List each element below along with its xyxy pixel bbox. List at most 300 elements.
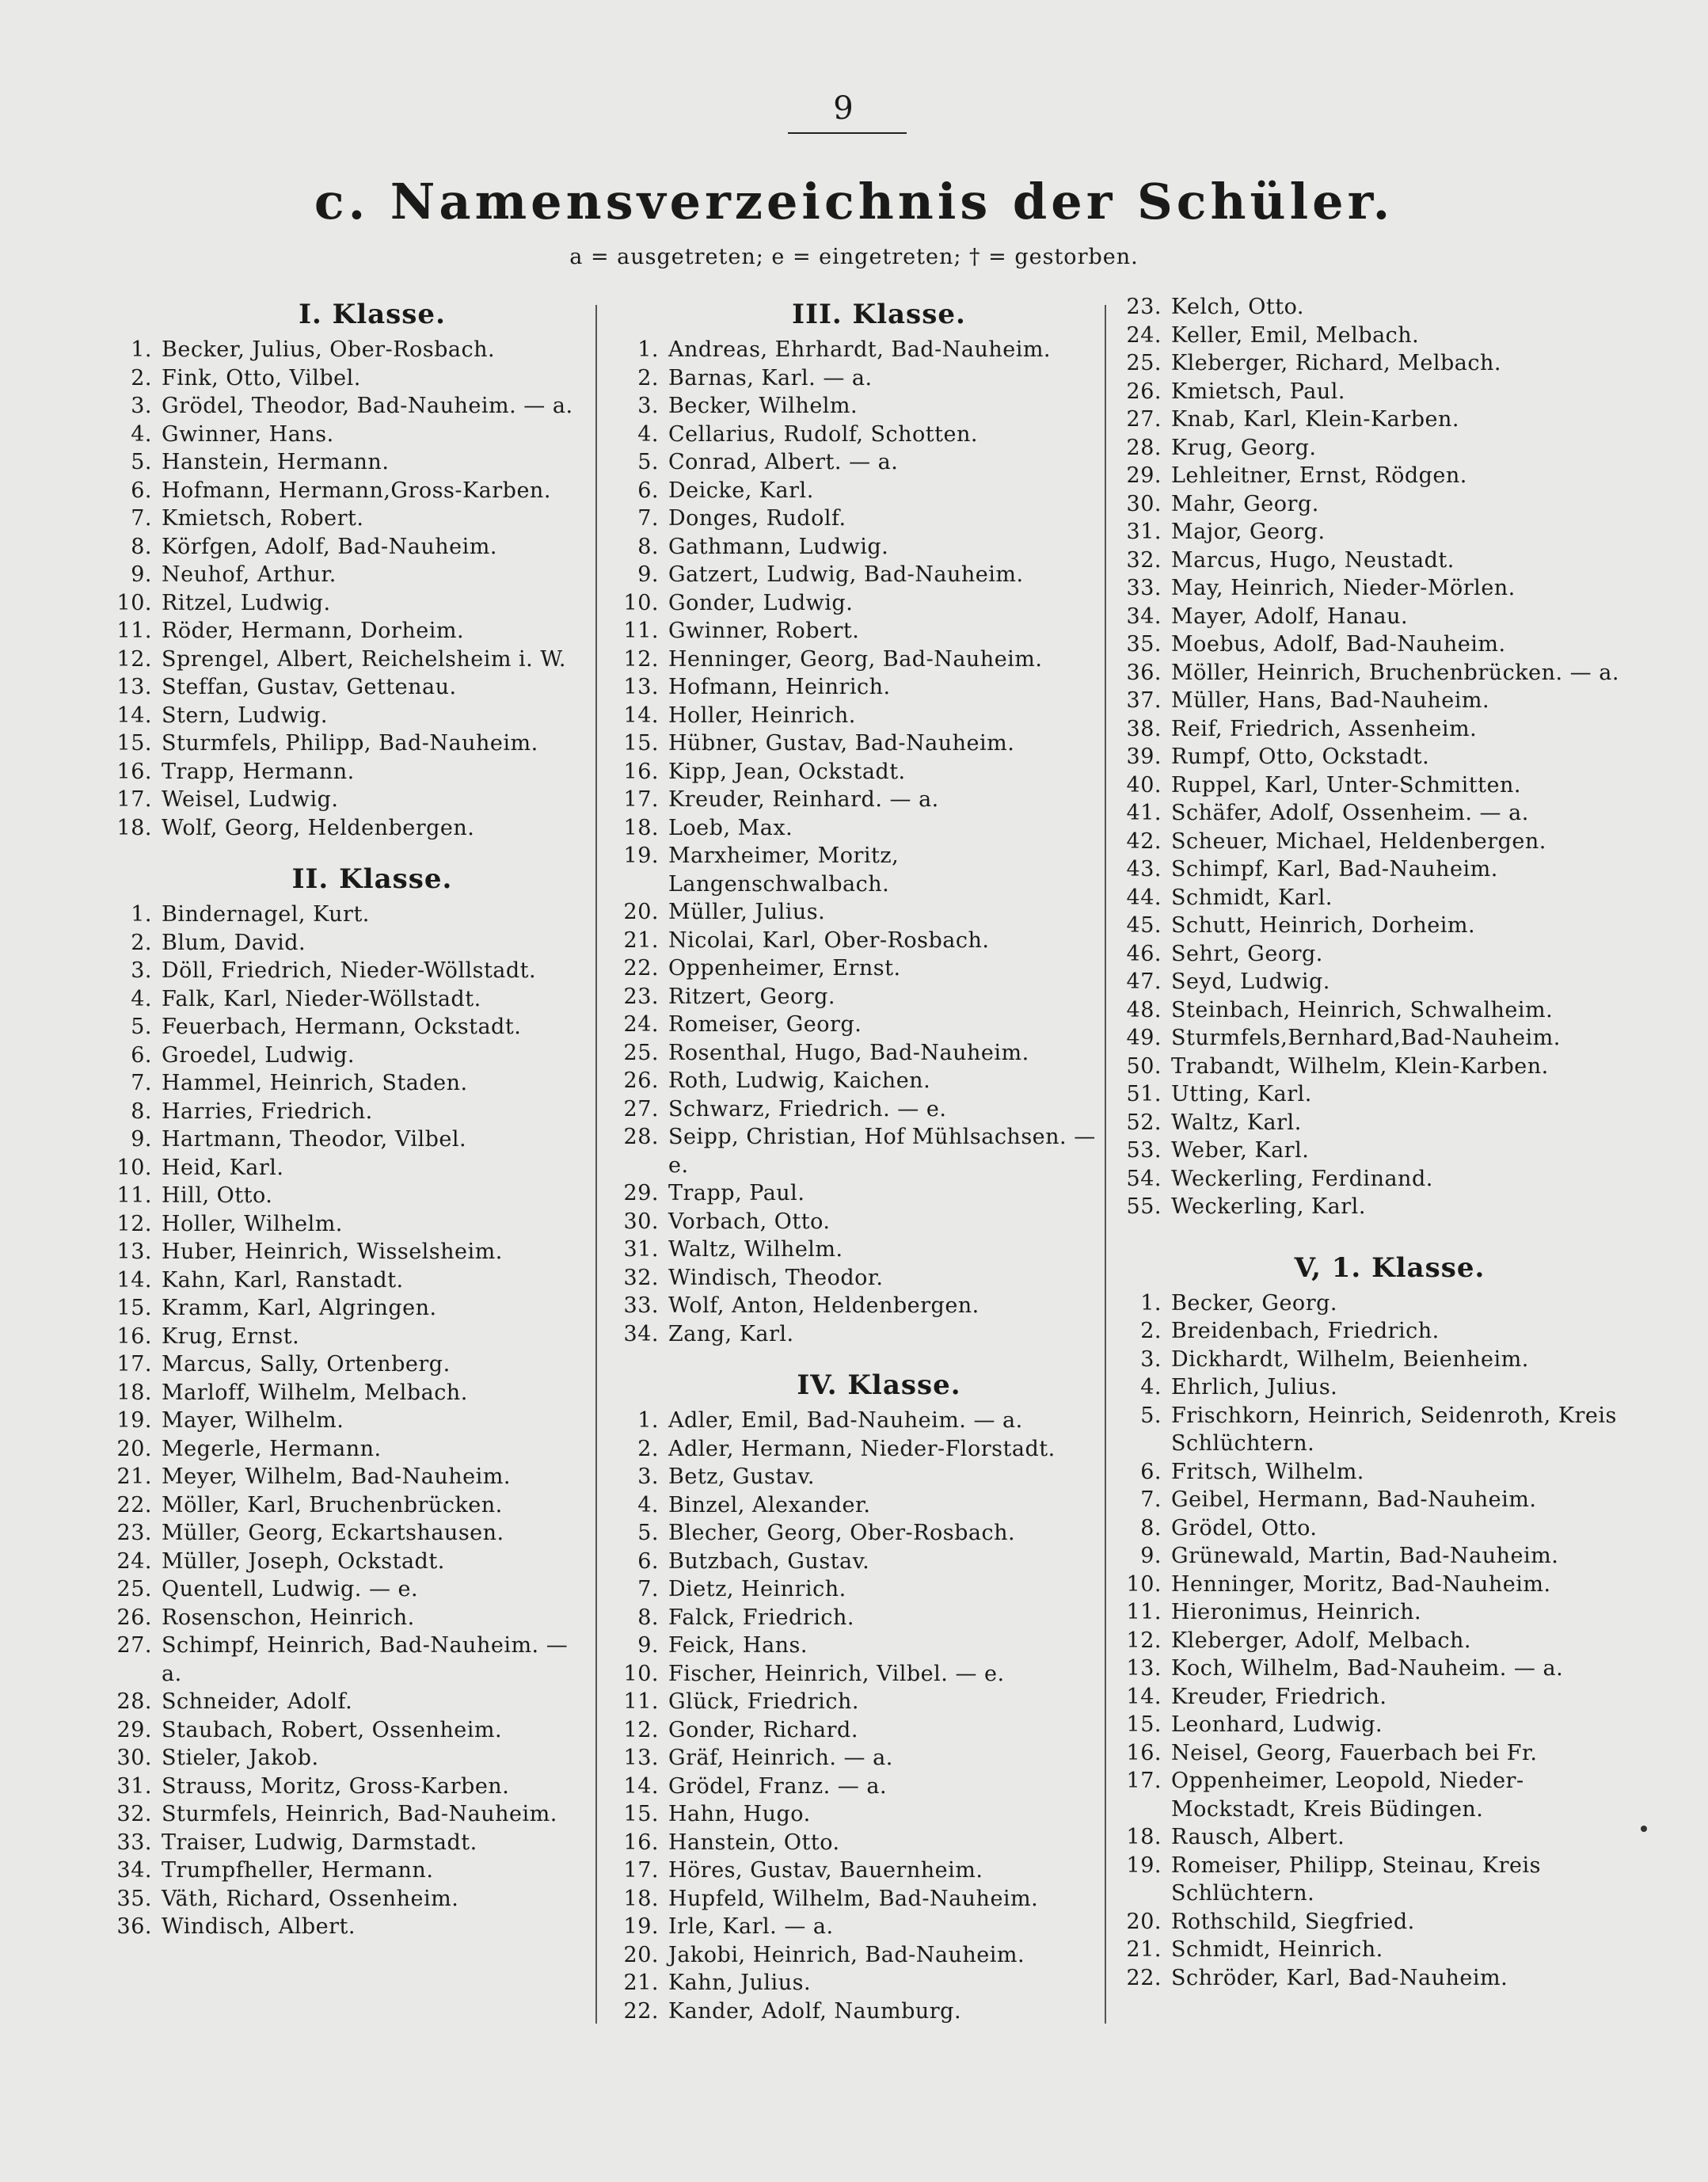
entry-number: 33. xyxy=(623,1293,659,1318)
student-entry xyxy=(1113,1024,1619,1053)
student-name: Marcus, Hugo, Neustadt. xyxy=(1171,547,1455,573)
entry-number: 38. xyxy=(1126,716,1162,741)
student-entry xyxy=(610,1039,1101,1068)
student-entry xyxy=(103,1407,594,1435)
student-entry xyxy=(1113,490,1619,519)
entry-number: 2. xyxy=(637,365,659,390)
entry-number: 7. xyxy=(637,506,659,531)
student-entry xyxy=(610,1463,1101,1491)
student-entry xyxy=(103,1266,594,1295)
entry-number: 30. xyxy=(116,1746,152,1770)
entry-number: 15. xyxy=(1126,1712,1162,1737)
student-entry xyxy=(103,1716,594,1745)
entry-number: 13. xyxy=(1126,1656,1162,1681)
entry-number: 21. xyxy=(623,927,659,953)
entry-number: 20. xyxy=(623,1942,659,1967)
entry-number: 52. xyxy=(1126,1110,1162,1135)
student-name: Barnas, Karl. — a. xyxy=(668,365,873,390)
entry-number: 2. xyxy=(1140,1319,1162,1343)
student-name: Schröder, Karl, Bad-Nauheim. xyxy=(1171,1965,1508,1990)
student-name: Gwinner, Hans. xyxy=(162,421,334,447)
entry-number: 18. xyxy=(116,1380,152,1405)
student-name: Fink, Otto, Vilbel. xyxy=(162,365,361,390)
student-name: Gräf, Heinrich. — a. xyxy=(668,1746,893,1770)
entry-number: 4. xyxy=(131,986,152,1011)
student-entry xyxy=(103,1125,594,1154)
student-entry xyxy=(1113,1193,1619,1221)
student-name: Väth, Richard, Ossenheim. xyxy=(162,1886,459,1911)
student-name: Fritsch, Wilhelm. xyxy=(1171,1459,1364,1484)
student-name: Mahr, Georg. xyxy=(1171,491,1319,516)
student-entry xyxy=(1113,1137,1619,1165)
entry-number: 53. xyxy=(1126,1138,1162,1163)
student-entry xyxy=(103,533,594,562)
student-entry xyxy=(103,758,594,786)
student-name: Zang, Karl. xyxy=(668,1321,794,1346)
student-entry xyxy=(103,1575,594,1604)
student-name: Schmidt, Karl. xyxy=(1171,885,1333,910)
student-name: Kipp, Jean, Ockstadt. xyxy=(668,759,906,784)
student-entry xyxy=(1113,968,1619,996)
entry-number: 45. xyxy=(1126,913,1162,938)
student-name: Krug, Ernst. xyxy=(162,1323,300,1349)
entry-number: 13. xyxy=(623,675,659,699)
student-name: Meyer, Wilhelm, Bad-Nauheim. xyxy=(162,1464,511,1489)
entry-number: 20. xyxy=(623,900,659,924)
student-entry xyxy=(610,1264,1101,1293)
entry-number: 1. xyxy=(1140,1290,1162,1316)
entry-number: 16. xyxy=(116,1323,152,1349)
student-name: Grödel, Theodor, Bad-Nauheim. — a. xyxy=(162,394,573,418)
entry-number: 44. xyxy=(1126,885,1162,910)
student-entry xyxy=(610,1829,1101,1857)
student-entry xyxy=(1113,828,1619,856)
student-entry xyxy=(610,814,1101,843)
student-name: Cellarius, Rudolf, Schotten. xyxy=(668,421,978,447)
student-name: Donges, Rudolf. xyxy=(668,506,846,531)
entry-number: 15. xyxy=(623,731,659,756)
student-name: Schäfer, Adolf, Ossenheim. — a. xyxy=(1171,801,1529,825)
student-entry xyxy=(103,1350,594,1379)
entry-number: 31. xyxy=(1126,520,1162,544)
student-name: Leonhard, Ludwig. xyxy=(1171,1712,1383,1737)
student-entry xyxy=(103,1294,594,1323)
student-name: Ehrlich, Julius. xyxy=(1171,1375,1338,1399)
student-name: Kmietsch, Robert. xyxy=(162,506,364,531)
entry-number: 28. xyxy=(116,1689,152,1714)
entry-number: 26. xyxy=(1126,379,1162,404)
student-entry xyxy=(610,1519,1101,1548)
student-entry xyxy=(610,1604,1101,1632)
student-entry xyxy=(610,448,1101,477)
student-name: Müller, Georg, Eckartshausen. xyxy=(162,1521,504,1545)
entry-number: 29. xyxy=(116,1717,152,1742)
entry-number: 2. xyxy=(131,930,152,955)
student-name: Adler, Hermann, Nieder-Florstadt. xyxy=(668,1436,1056,1461)
student-name: Utting, Karl. xyxy=(1171,1082,1312,1106)
page-number: 9 xyxy=(833,90,854,127)
student-entry xyxy=(103,1013,594,1041)
student-name: Hupfeld, Wilhelm, Bad-Nauheim. xyxy=(668,1886,1039,1911)
entry-number: 12. xyxy=(1126,1628,1162,1653)
student-entry xyxy=(1113,518,1619,546)
entry-number: 1. xyxy=(131,902,152,927)
student-entry xyxy=(610,842,1101,898)
section-heading-class-2: II. Klasse. xyxy=(291,863,453,895)
entry-number: 9. xyxy=(131,562,152,587)
student-name: Strauss, Moritz, Gross-Karben. xyxy=(162,1773,510,1799)
entry-number: 1. xyxy=(131,337,152,362)
student-entry xyxy=(1113,659,1619,687)
student-name: Holler, Heinrich. xyxy=(668,703,856,728)
entry-number: 10. xyxy=(623,1661,659,1686)
student-entry xyxy=(610,1236,1101,1264)
entry-number: 37. xyxy=(1126,688,1162,713)
student-name: Kreuder, Reinhard. — a. xyxy=(668,787,939,812)
student-entry xyxy=(103,1323,594,1351)
student-name: Seipp, Christian, Hof Mühlsachsen. — e. xyxy=(668,1125,1096,1178)
student-name: Möller, Karl, Bruchenbrücken. xyxy=(162,1492,503,1517)
entry-number: 48. xyxy=(1126,997,1162,1022)
student-name: Fischer, Heinrich, Vilbel. — e. xyxy=(668,1661,1005,1686)
entry-number: 19. xyxy=(1126,1853,1162,1878)
student-entry xyxy=(1113,1542,1619,1571)
student-list-class-4 xyxy=(610,1407,1101,2025)
student-name: Steffan, Gustav, Gettenau. xyxy=(162,675,457,699)
student-entry xyxy=(103,364,594,393)
student-entry xyxy=(103,1773,594,1801)
entry-number: 13. xyxy=(116,675,152,699)
student-name: Moebus, Adolf, Bad-Nauheim. xyxy=(1171,632,1506,657)
student-entry xyxy=(610,1969,1101,1997)
entry-number: 12. xyxy=(623,646,659,672)
student-entry xyxy=(1113,799,1619,828)
student-list-class-1 xyxy=(103,336,594,842)
student-name: Henninger, Moritz, Bad-Nauheim. xyxy=(1171,1571,1551,1597)
student-name: Schimpf, Heinrich, Bad-Nauheim. — a. xyxy=(162,1633,569,1686)
entry-number: 8. xyxy=(1140,1515,1162,1540)
student-entry xyxy=(1113,603,1619,631)
entry-number: 29. xyxy=(623,1181,659,1205)
entry-number: 13. xyxy=(623,1746,659,1770)
student-entry xyxy=(103,1604,594,1632)
entry-number: 5. xyxy=(131,450,152,474)
entry-number: 32. xyxy=(116,1802,152,1826)
student-name: Breidenbach, Friedrich. xyxy=(1171,1319,1440,1343)
student-entry xyxy=(103,1182,594,1210)
student-name: Rosenthal, Hugo, Bad-Nauheim. xyxy=(668,1040,1029,1065)
student-entry xyxy=(1113,322,1619,350)
entry-number: 1. xyxy=(637,1408,659,1433)
entry-number: 11. xyxy=(623,619,659,643)
entry-number: 17. xyxy=(116,787,152,812)
student-name: Hofmann, Heinrich. xyxy=(668,675,891,699)
student-entry xyxy=(103,786,594,814)
student-entry xyxy=(103,1154,594,1182)
student-entry xyxy=(103,1098,594,1126)
student-name: Rumpf, Otto, Ockstadt. xyxy=(1171,744,1430,769)
entry-number: 20. xyxy=(116,1436,152,1461)
student-name: Binzel, Alexander. xyxy=(668,1492,871,1517)
student-entry xyxy=(1113,1402,1619,1458)
student-name: Kleberger, Richard, Melbach. xyxy=(1171,351,1501,375)
student-entry xyxy=(103,985,594,1014)
student-name: Mayer, Adolf, Hanau. xyxy=(1171,604,1409,629)
student-name: Marcus, Sally, Ortenberg. xyxy=(162,1352,451,1377)
student-entry xyxy=(1113,546,1619,575)
student-entry xyxy=(1113,1655,1619,1683)
entry-number: 15. xyxy=(623,1802,659,1826)
student-entry xyxy=(610,673,1101,702)
student-entry xyxy=(610,1208,1101,1236)
entry-number: 4. xyxy=(1140,1375,1162,1399)
student-entry xyxy=(1113,1165,1619,1194)
student-entry xyxy=(103,505,594,533)
entry-number: 34. xyxy=(116,1858,152,1883)
student-name: Hieronimus, Heinrich. xyxy=(1171,1600,1422,1624)
student-entry xyxy=(103,589,594,618)
student-name: Holler, Wilhelm. xyxy=(162,1211,343,1236)
student-entry xyxy=(610,1856,1101,1885)
entry-number: 24. xyxy=(1126,322,1162,348)
student-entry xyxy=(1113,1458,1619,1487)
student-entry xyxy=(610,1548,1101,1576)
student-entry xyxy=(610,729,1101,758)
entry-number: 10. xyxy=(623,590,659,615)
student-name: Loeb, Max. xyxy=(668,815,793,840)
student-entry xyxy=(1113,1486,1619,1514)
student-name: Reif, Friedrich, Assenheim. xyxy=(1171,716,1478,741)
student-entry xyxy=(610,1885,1101,1914)
student-name: Romeiser, Georg. xyxy=(668,1012,862,1037)
student-name: Weckerling, Karl. xyxy=(1171,1194,1366,1219)
student-name: Dietz, Heinrich. xyxy=(668,1577,846,1601)
student-entry xyxy=(1113,1964,1619,1993)
student-entry xyxy=(103,392,594,421)
student-name: Körfgen, Adolf, Bad-Nauheim. xyxy=(162,534,497,559)
page-number-rule xyxy=(788,132,907,134)
student-name: Schwarz, Friedrich. — e. xyxy=(668,1096,947,1121)
entry-number: 25. xyxy=(623,1040,659,1065)
entry-number: 14. xyxy=(623,1773,659,1799)
entry-number: 4. xyxy=(131,421,152,447)
student-name: Sehrt, Georg. xyxy=(1171,941,1323,966)
student-entry xyxy=(1113,1571,1619,1599)
student-name: Kramm, Karl, Algringen. xyxy=(162,1296,437,1320)
student-entry xyxy=(610,1660,1101,1689)
student-entry xyxy=(610,1716,1101,1745)
entry-number: 40. xyxy=(1126,772,1162,798)
entry-number: 25. xyxy=(1126,351,1162,375)
entry-number: 30. xyxy=(623,1209,659,1234)
entry-number: 7. xyxy=(131,1071,152,1095)
student-entry xyxy=(1113,771,1619,800)
student-entry xyxy=(103,1238,594,1266)
entry-number: 22. xyxy=(623,1998,659,2024)
student-name: Krug, Georg. xyxy=(1171,435,1317,460)
student-name: Groedel, Ludwig. xyxy=(162,1042,355,1068)
student-name: Blecher, Georg, Ober-Rosbach. xyxy=(668,1521,1016,1545)
student-name: Sturmfels, Heinrich, Bad-Nauheim. xyxy=(162,1802,557,1826)
student-entry xyxy=(610,1435,1101,1464)
student-name: Kander, Adolf, Naumburg. xyxy=(668,1998,962,2024)
student-name: Huber, Heinrich, Wisselsheim. xyxy=(162,1240,503,1264)
student-name: Keller, Emil, Melbach. xyxy=(1171,322,1420,348)
student-entry xyxy=(610,421,1101,449)
student-list-class-3 xyxy=(610,336,1101,1348)
entry-number: 9. xyxy=(1140,1544,1162,1568)
student-name: Feick, Hans. xyxy=(668,1633,808,1658)
entry-number: 11. xyxy=(116,1183,152,1208)
paper-speck xyxy=(1641,1826,1647,1832)
entry-number: 5. xyxy=(637,450,659,474)
entry-number: 10. xyxy=(1126,1571,1162,1597)
student-list-class-4-continued xyxy=(1113,293,1619,1221)
student-name: Müller, Joseph, Ockstadt. xyxy=(162,1548,445,1574)
student-name: Blum, David. xyxy=(162,930,306,955)
entry-number: 22. xyxy=(116,1492,152,1517)
entry-number: 8. xyxy=(131,534,152,559)
student-entry xyxy=(103,1210,594,1239)
student-name: Kahn, Karl, Ranstadt. xyxy=(162,1267,404,1293)
student-name: Ritzel, Ludwig. xyxy=(162,590,331,615)
student-name: Harries, Friedrich. xyxy=(162,1099,373,1124)
student-entry xyxy=(610,1632,1101,1660)
student-entry xyxy=(103,1463,594,1491)
student-name: Grödel, Franz. — a. xyxy=(668,1773,888,1799)
entry-number: 3. xyxy=(131,394,152,418)
student-entry xyxy=(1113,1739,1619,1768)
student-entry xyxy=(610,1491,1101,1520)
student-entry xyxy=(610,364,1101,393)
entry-number: 47. xyxy=(1126,969,1162,994)
entry-number: 14. xyxy=(623,703,659,728)
entry-number: 5. xyxy=(637,1521,659,1545)
student-entry xyxy=(610,702,1101,730)
entry-number: 35. xyxy=(1126,632,1162,657)
student-name: Hammel, Heinrich, Staden. xyxy=(162,1071,468,1095)
student-name: Windisch, Theodor. xyxy=(668,1265,884,1290)
entry-number: 30. xyxy=(1126,491,1162,516)
entry-number: 34. xyxy=(623,1321,659,1346)
student-name: Seyd, Ludwig. xyxy=(1171,969,1330,994)
student-name: Trumpfheller, Hermann. xyxy=(162,1858,434,1883)
student-name: Staubach, Robert, Ossenheim. xyxy=(162,1717,503,1742)
student-entry xyxy=(610,589,1101,618)
student-entry xyxy=(103,957,594,985)
student-name: Trapp, Paul. xyxy=(668,1181,805,1205)
column-middle xyxy=(610,293,1101,2025)
student-name: Ritzert, Georg. xyxy=(668,984,836,1009)
student-entry xyxy=(103,421,594,449)
entry-number: 19. xyxy=(116,1408,152,1433)
student-entry xyxy=(610,1913,1101,1941)
entry-number: 7. xyxy=(1140,1487,1162,1512)
student-name: Hanstein, Hermann. xyxy=(162,450,390,474)
student-entry xyxy=(103,1632,594,1688)
entry-number: 24. xyxy=(116,1548,152,1574)
section-heading-class-4: IV. Klasse. xyxy=(797,1369,961,1401)
entry-number: 26. xyxy=(623,1068,659,1093)
student-entry xyxy=(610,392,1101,421)
student-entry xyxy=(610,1292,1101,1320)
student-name: Knab, Karl, Klein-Karben. xyxy=(1171,407,1459,432)
entry-number: 17. xyxy=(1126,1769,1162,1793)
student-name: Traiser, Ludwig, Darmstadt. xyxy=(162,1830,477,1855)
student-entry xyxy=(1113,1936,1619,1964)
entry-number: 3. xyxy=(131,958,152,983)
student-name: Becker, Julius, Ober-Rosbach. xyxy=(162,337,496,362)
student-name: Neisel, Georg, Fauerbach bei Fr. xyxy=(1171,1740,1538,1765)
entry-number: 11. xyxy=(116,619,152,643)
legend: a = ausgetreten; e = eingetreten; † = gestorben. xyxy=(569,245,1139,269)
student-name: Schimpf, Karl, Bad-Nauheim. xyxy=(1171,857,1498,882)
student-name: Röder, Hermann, Dorheim. xyxy=(162,619,465,643)
student-entry xyxy=(610,1997,1101,2026)
student-entry xyxy=(103,477,594,505)
student-entry xyxy=(610,1407,1101,1435)
student-name: Trapp, Hermann. xyxy=(162,759,355,784)
student-name: Gwinner, Robert. xyxy=(668,619,860,643)
student-name: Möller, Heinrich, Bruchenbrücken. — a. xyxy=(1171,660,1619,685)
student-entry xyxy=(1113,1514,1619,1543)
student-entry xyxy=(1113,1289,1619,1318)
student-entry xyxy=(1113,1373,1619,1402)
entry-number: 6. xyxy=(637,1548,659,1574)
student-entry xyxy=(610,617,1101,645)
student-entry xyxy=(1113,743,1619,771)
student-entry xyxy=(610,336,1101,364)
entry-number: 14. xyxy=(1126,1684,1162,1709)
student-entry xyxy=(610,1179,1101,1208)
student-name: Grödel, Otto. xyxy=(1171,1515,1318,1540)
student-name: Waltz, Wilhelm. xyxy=(668,1237,843,1262)
entry-number: 33. xyxy=(116,1830,152,1855)
student-entry xyxy=(103,1688,594,1716)
student-name: Sturmfels,Bernhard,Bad-Nauheim. xyxy=(1171,1026,1561,1050)
student-entry xyxy=(1113,687,1619,715)
entry-number: 4. xyxy=(637,421,659,447)
student-name: Kreuder, Friedrich. xyxy=(1171,1684,1387,1709)
student-entry xyxy=(103,814,594,843)
student-name: Quentell, Ludwig. — e. xyxy=(162,1577,419,1601)
entry-number: 4. xyxy=(637,1492,659,1517)
student-name: Kahn, Julius. xyxy=(668,1971,812,1995)
entry-number: 3. xyxy=(637,1464,659,1489)
entry-number: 55. xyxy=(1126,1194,1162,1219)
student-entry xyxy=(610,954,1101,983)
student-name: Windisch, Albert. xyxy=(162,1914,356,1939)
student-name: Hofmann, Hermann,Gross-Karben. xyxy=(162,478,551,503)
entry-number: 7. xyxy=(131,506,152,531)
student-name: Schutt, Heinrich, Dorheim. xyxy=(1171,913,1476,938)
student-name: Gonder, Ludwig. xyxy=(668,590,854,615)
entry-number: 43. xyxy=(1126,857,1162,882)
student-name: Irle, Karl. — a. xyxy=(668,1914,834,1939)
student-name: Feuerbach, Hermann, Ockstadt. xyxy=(162,1015,522,1039)
student-name: Müller, Hans, Bad-Nauheim. xyxy=(1171,688,1490,713)
student-name: May, Heinrich, Nieder-Mörlen. xyxy=(1171,576,1516,600)
section-heading-class-3: III. Klasse. xyxy=(792,299,966,330)
student-entry xyxy=(1113,1683,1619,1712)
student-name: Major, Georg. xyxy=(1171,520,1326,544)
entry-number: 22. xyxy=(623,956,659,981)
entry-number: 18. xyxy=(1126,1825,1162,1849)
column-divider xyxy=(595,305,597,2024)
student-entry xyxy=(610,898,1101,927)
student-name: Gatzert, Ludwig, Bad-Nauheim. xyxy=(668,562,1024,587)
student-entry xyxy=(103,1548,594,1576)
